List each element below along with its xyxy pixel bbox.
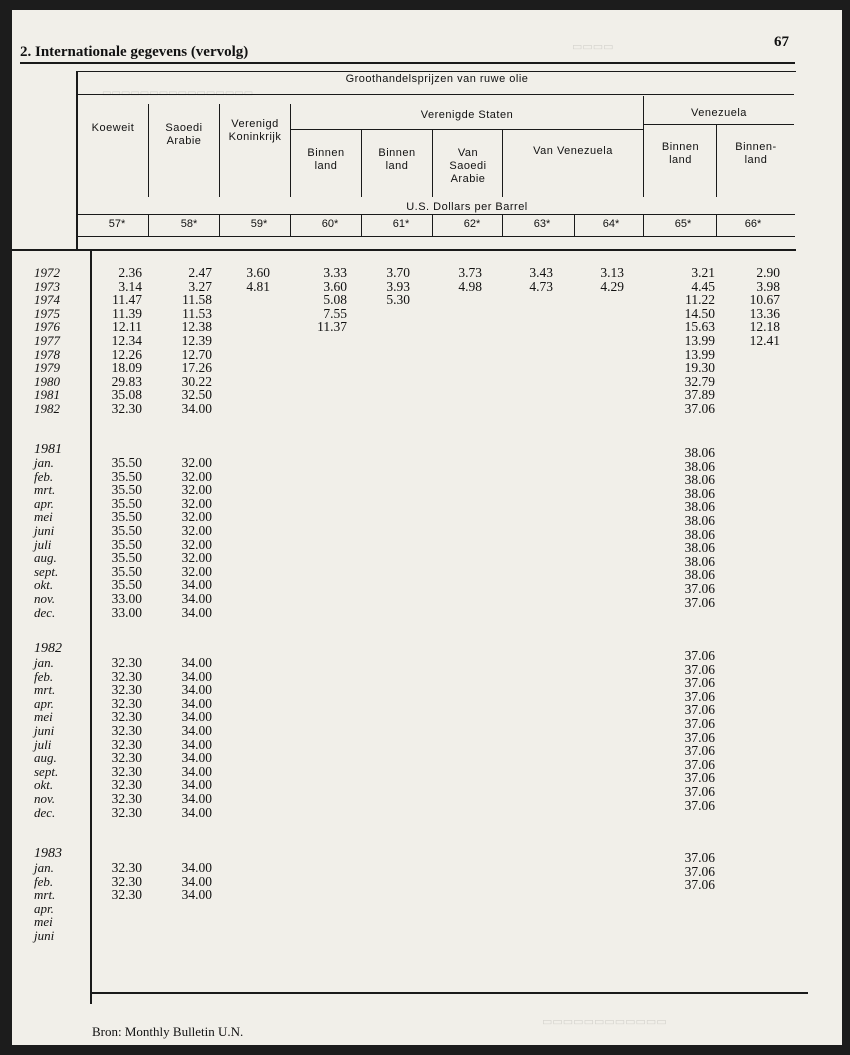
cell-saoedi: 34.00 <box>181 736 212 752</box>
cell-c64: 4.29 <box>600 278 624 294</box>
cell-koeweit: 35.50 <box>111 482 142 498</box>
cell-c65: 37.06 <box>684 581 715 596</box>
row-label: dec. <box>34 804 56 820</box>
row-label: feb. <box>34 873 54 889</box>
cell-saoedi: 34.00 <box>181 723 212 738</box>
cell-c65: 37.06 <box>684 797 715 813</box>
cell-koeweit: 18.09 <box>111 360 142 376</box>
header-top-rule <box>76 71 796 72</box>
row-label: nov. <box>34 791 56 806</box>
cell-saoedi: 34.00 <box>181 860 212 875</box>
cell-koeweit: 35.08 <box>111 387 142 403</box>
cell-koeweit: 32.30 <box>111 860 142 875</box>
cell-saoedi: 32.00 <box>181 550 212 566</box>
code-divider <box>148 215 149 236</box>
page-number: 67 <box>774 34 789 50</box>
col-vs-van-saoedi-arabie: Van Saoedi Arabie <box>449 147 487 185</box>
section-year-label: 1981 <box>34 442 62 457</box>
cell-saoedi: 32.00 <box>181 563 212 579</box>
cell-koeweit: 32.30 <box>111 723 142 738</box>
cell-saoedi: 32.00 <box>181 495 212 511</box>
cell-saoedi: 30.22 <box>181 373 212 389</box>
cell-c65: 37.89 <box>684 387 715 403</box>
cell-c65: 37.06 <box>684 784 715 799</box>
cell-saoedi: 32.00 <box>181 509 212 525</box>
row-label: 1981 <box>34 387 60 403</box>
row-label: mrt. <box>34 482 56 498</box>
section-year-label: 1983 <box>34 846 62 861</box>
table-bottom-rule <box>90 992 808 994</box>
group-venezuela: Venezuela <box>691 107 747 119</box>
cell-koeweit: 32.30 <box>111 791 142 806</box>
cell-c65: 37.06 <box>684 594 715 610</box>
code-label: 57* <box>108 218 126 230</box>
code-divider <box>574 215 575 236</box>
cell-vk: 3.60 <box>246 265 270 280</box>
cell-c65: 38.06 <box>684 445 715 460</box>
cell-koeweit: 11.39 <box>112 305 142 321</box>
codes-bottom-rule <box>78 236 795 237</box>
code-divider <box>432 215 433 236</box>
cell-c65: 37.06 <box>684 401 715 416</box>
code-divider <box>290 215 291 236</box>
cell-saoedi: 11.53 <box>182 305 212 321</box>
cell-c65: 11.22 <box>685 292 715 308</box>
row-label: aug. <box>34 750 57 766</box>
cell-saoedi: 34.00 <box>181 682 212 698</box>
row-label: feb. <box>34 468 54 484</box>
cell-c61: 5.30 <box>386 292 410 308</box>
cell-c65: 37.06 <box>684 716 715 731</box>
cell-c65: 38.06 <box>684 458 715 474</box>
row-label: 1979 <box>34 360 60 376</box>
cell-c65: 13.99 <box>684 346 715 362</box>
cell-c65: 37.06 <box>684 863 715 879</box>
page-title: 2. Internationale gegevens (vervolg) <box>20 44 249 60</box>
cell-koeweit: 12.34 <box>111 333 142 348</box>
cell-saoedi: 32.00 <box>181 455 212 470</box>
cell-c60: 3.33 <box>323 265 347 280</box>
cell-koeweit: 35.50 <box>111 495 142 511</box>
cell-c65: 14.50 <box>684 305 715 321</box>
code-label: 60* <box>321 218 339 230</box>
col-vs-van-venezuela: Van Venezuela <box>533 145 613 157</box>
row-label: 1980 <box>34 373 60 389</box>
cell-saoedi: 34.00 <box>181 750 212 766</box>
row-label: mrt. <box>34 887 56 903</box>
cell-c65: 37.06 <box>684 877 715 893</box>
cell-saoedi: 34.00 <box>181 604 212 620</box>
row-label: jan. <box>34 655 54 670</box>
cell-saoedi: 34.00 <box>181 668 212 684</box>
cell-c65: 38.06 <box>684 540 715 556</box>
cell-c65: 3.21 <box>691 265 715 280</box>
cell-c63: 4.73 <box>529 278 553 294</box>
cell-saoedi: 2.47 <box>188 265 212 280</box>
cell-c66: 10.67 <box>749 292 780 308</box>
cell-c65: 15.63 <box>684 319 715 335</box>
cell-c66: 13.36 <box>749 305 780 321</box>
source-note: Bron: Monthly Bulletin U.N. <box>92 1024 244 1039</box>
cell-c65: 38.06 <box>684 567 715 583</box>
row-label: nov. <box>34 591 56 606</box>
row-label: juni <box>34 523 55 538</box>
cell-c60: 11.37 <box>317 319 347 335</box>
cell-koeweit: 35.50 <box>111 509 142 525</box>
row-label: feb. <box>34 668 54 684</box>
cell-c60: 7.55 <box>323 305 347 321</box>
cell-koeweit: 32.30 <box>111 873 142 889</box>
row-label: juni <box>34 928 55 943</box>
cell-c65: 37.06 <box>684 850 715 865</box>
cell-koeweit: 35.50 <box>111 523 142 538</box>
cell-c61: 3.93 <box>386 278 410 294</box>
group-verenigde-staten: Verenigde Staten <box>420 109 514 121</box>
col-vs-binnenland-1: Binnen land <box>307 147 345 172</box>
row-label: aug. <box>34 550 57 566</box>
code-label: 61* <box>392 218 410 230</box>
show-through: ▭▭▭▭▭▭▭▭▭▭▭▭ <box>542 1016 667 1028</box>
cell-c65: 37.06 <box>684 675 715 691</box>
cell-koeweit: 3.14 <box>118 278 142 294</box>
cell-koeweit: 2.36 <box>118 265 142 280</box>
document-page <box>12 10 842 1045</box>
cell-koeweit: 35.50 <box>111 455 142 470</box>
cell-koeweit: 32.30 <box>111 777 142 793</box>
row-label: 1982 <box>34 401 60 416</box>
cell-saoedi: 34.00 <box>181 401 212 416</box>
cell-c65: 38.06 <box>684 472 715 488</box>
cell-saoedi: 32.00 <box>181 468 212 484</box>
title-rule <box>20 62 795 64</box>
code-label: 58* <box>180 218 198 230</box>
body-top-rule <box>12 249 796 251</box>
cell-saoedi: 34.00 <box>181 791 212 806</box>
cell-koeweit: 35.50 <box>111 550 142 566</box>
col-verenigd-koninkrijk: Verenigd Koninkrijk <box>228 118 282 143</box>
row-label: okt. <box>34 777 54 793</box>
code-label: 64* <box>602 218 620 230</box>
cell-koeweit: 35.50 <box>111 563 142 579</box>
cell-c65: 38.06 <box>684 499 715 515</box>
code-divider <box>361 215 362 236</box>
code-divider <box>502 215 503 236</box>
cell-c65: 37.06 <box>684 702 715 718</box>
cell-c66: 3.98 <box>756 278 780 294</box>
cell-c61: 3.70 <box>386 265 410 280</box>
col-ve-binnenland-1: Binnen land <box>661 141 700 166</box>
cell-koeweit: 32.30 <box>111 804 142 820</box>
cell-c65: 37.06 <box>684 770 715 786</box>
cell-c65: 32.79 <box>684 373 715 389</box>
vs-group-rule <box>291 129 643 130</box>
cell-saoedi: 17.26 <box>181 360 212 376</box>
units-label: U.S. Dollars per Barrel <box>406 201 528 213</box>
col-koeweit: Koeweit <box>91 122 135 134</box>
cell-koeweit: 32.30 <box>111 763 142 779</box>
code-label: 66* <box>744 218 762 230</box>
cell-c65: 37.06 <box>684 661 715 677</box>
row-label: mei <box>34 914 53 930</box>
row-label: sept. <box>34 563 59 579</box>
cell-c63: 3.43 <box>529 265 553 280</box>
code-divider <box>716 215 717 236</box>
row-label: apr. <box>34 495 54 511</box>
cell-saoedi: 12.38 <box>181 319 212 335</box>
code-label: 59* <box>250 218 268 230</box>
row-label: 1973 <box>34 278 60 294</box>
cell-c65: 4.45 <box>691 278 715 294</box>
cell-c66: 2.90 <box>756 265 780 280</box>
row-label: juli <box>34 736 52 752</box>
row-label: dec. <box>34 604 56 620</box>
cell-koeweit: 32.30 <box>111 655 142 670</box>
cell-saoedi: 12.39 <box>181 333 212 348</box>
cell-koeweit: 35.50 <box>111 577 142 593</box>
cell-koeweit: 33.00 <box>111 591 142 606</box>
cell-koeweit: 35.50 <box>111 536 142 552</box>
venezuela-group-rule <box>644 124 794 125</box>
cell-koeweit: 29.83 <box>111 373 142 389</box>
code-label: 63* <box>533 218 551 230</box>
col-divider <box>148 104 149 197</box>
cell-saoedi: 3.27 <box>188 278 212 294</box>
cell-saoedi: 34.00 <box>181 577 212 593</box>
cell-saoedi: 12.70 <box>181 346 212 362</box>
row-label: juli <box>34 536 52 552</box>
cell-c65: 37.06 <box>684 648 715 663</box>
cell-koeweit: 32.30 <box>111 750 142 766</box>
cell-c65: 37.06 <box>684 729 715 745</box>
code-divider <box>643 215 644 236</box>
row-label: 1977 <box>34 333 60 348</box>
cell-saoedi: 32.00 <box>181 523 212 538</box>
code-divider <box>219 215 220 236</box>
row-label: 1975 <box>34 305 60 321</box>
row-label: okt. <box>34 577 54 593</box>
cell-koeweit: 35.50 <box>111 468 142 484</box>
cell-koeweit: 12.11 <box>112 319 142 335</box>
cell-c66: 12.18 <box>749 319 780 335</box>
row-label: sept. <box>34 763 59 779</box>
cell-koeweit: 32.30 <box>111 887 142 903</box>
codes-top-rule <box>78 214 795 215</box>
cell-saoedi: 34.00 <box>181 887 212 903</box>
cell-c65: 37.06 <box>684 756 715 772</box>
header-main: Groothandelsprijzen van ruwe olie <box>345 73 529 85</box>
cell-koeweit: 32.30 <box>111 709 142 725</box>
cell-koeweit: 32.30 <box>111 695 142 711</box>
cell-c60: 5.08 <box>323 292 347 308</box>
col-saoedi-arabie: Saoedi Arabie <box>165 122 203 147</box>
cell-c65: 38.06 <box>684 485 715 501</box>
cell-koeweit: 32.30 <box>111 682 142 698</box>
cell-c65: 38.06 <box>684 513 715 528</box>
cell-koeweit: 32.30 <box>111 736 142 752</box>
cell-c64: 3.13 <box>600 265 624 280</box>
cell-c65: 37.06 <box>684 743 715 759</box>
cell-saoedi: 32.50 <box>181 387 212 403</box>
cell-saoedi: 34.00 <box>181 591 212 606</box>
row-label: mrt. <box>34 682 56 698</box>
cell-saoedi: 34.00 <box>181 777 212 793</box>
cell-c65: 38.06 <box>684 526 715 542</box>
col-ve-binnenland-2: Binnen- land <box>735 141 777 166</box>
cell-c65: 38.06 <box>684 553 715 569</box>
row-label: juni <box>34 723 55 738</box>
code-label: 65* <box>674 218 692 230</box>
show-through: ▭▭▭▭ <box>572 41 614 53</box>
header-left-rule <box>76 71 78 251</box>
cell-c66: 12.41 <box>749 333 780 348</box>
cell-c65: 19.30 <box>684 360 715 376</box>
cell-vk: 4.81 <box>246 278 270 294</box>
cell-saoedi: 32.00 <box>181 482 212 498</box>
cell-c65: 13.99 <box>684 333 715 348</box>
cell-koeweit: 32.30 <box>111 401 142 416</box>
cell-c60: 3.60 <box>323 278 347 294</box>
header-rule <box>78 94 794 95</box>
cell-saoedi: 34.00 <box>181 709 212 725</box>
row-label: apr. <box>34 695 54 711</box>
row-label: mei <box>34 709 53 725</box>
cell-saoedi: 34.00 <box>181 763 212 779</box>
row-label: 1974 <box>34 292 60 308</box>
cell-saoedi: 34.00 <box>181 655 212 670</box>
cell-c62: 4.98 <box>458 278 482 294</box>
section-year-label: 1982 <box>34 641 62 656</box>
cell-c62: 3.73 <box>458 265 482 280</box>
row-label: mei <box>34 509 53 525</box>
cell-saoedi: 34.00 <box>181 695 212 711</box>
cell-saoedi: 11.58 <box>182 292 212 308</box>
cell-koeweit: 11.47 <box>112 292 142 308</box>
row-label: 1976 <box>34 319 60 335</box>
row-label: 1972 <box>34 265 60 280</box>
row-label: apr. <box>34 900 54 916</box>
row-label: jan. <box>34 455 54 470</box>
cell-saoedi: 32.00 <box>181 536 212 552</box>
row-label: 1978 <box>34 346 60 362</box>
cell-koeweit: 33.00 <box>111 604 142 620</box>
row-label: jan. <box>34 860 54 875</box>
code-label: 62* <box>463 218 481 230</box>
cell-koeweit: 32.30 <box>111 668 142 684</box>
cell-saoedi: 34.00 <box>181 804 212 820</box>
cell-koeweit: 12.26 <box>111 346 142 362</box>
cell-c65: 37.06 <box>684 688 715 704</box>
col-vs-binnenland-2: Binnen land <box>378 147 416 172</box>
cell-saoedi: 34.00 <box>181 873 212 889</box>
